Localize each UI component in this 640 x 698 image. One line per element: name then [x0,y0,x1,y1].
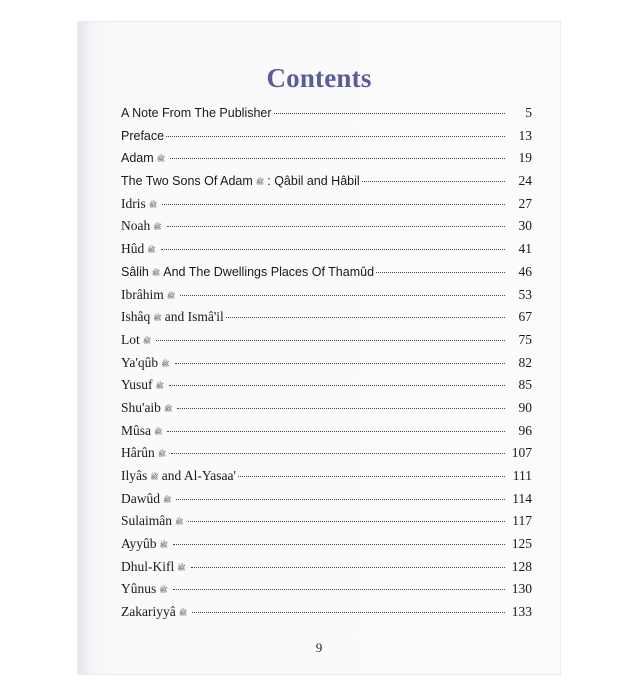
dot-leader [180,295,505,296]
honorific-glyph-icon: ﷺ [151,268,161,277]
toc-entry [121,491,532,514]
toc-entry [121,264,532,287]
toc-entry [121,581,532,604]
dot-leader [170,158,505,159]
toc-entry-name: Yûnus [121,581,157,597]
toc-entry-name: A Note From The Publisher [121,106,272,120]
dot-leader [226,317,505,318]
toc-entry-name: Zakariyyâ [121,604,176,620]
honorific-glyph-icon: ﷺ [148,200,158,209]
toc-entry-label [121,151,168,165]
honorific-glyph-icon: ﷺ [157,450,167,459]
toc-entry-page: 82 [518,354,532,370]
toc-entry-name: Dawûd [121,490,160,506]
honorific-glyph-icon: ﷺ [155,382,164,391]
toc-entry-label [121,241,159,257]
toc-entry [121,309,532,332]
toc-entry [121,196,532,219]
toc-entry-label [121,468,236,484]
toc-entry-page: 107 [511,445,532,461]
toc-entry-name: Noah [121,218,151,234]
dot-leader [169,385,505,386]
toc-entry-name: Dhul-Kifl [121,558,175,574]
dot-leader [156,340,505,341]
toc-entry-name: Hârûn [121,445,155,461]
toc-entry-label [121,309,224,325]
dot-leader [191,567,505,568]
dot-leader [238,476,505,477]
honorific-glyph-icon: ﷺ [166,291,176,300]
toc-entry-label [121,174,360,188]
toc-entry-name: Sulaimân [121,513,172,529]
toc-entry-label [121,423,165,439]
toc-entry [121,287,532,310]
toc-entry-name: Hûd [121,241,145,257]
toc-entry-page: 53 [518,286,532,302]
dot-leader [167,431,505,432]
honorific-glyph-icon: ﷺ [163,495,172,504]
dot-leader [167,226,505,227]
toc-entry-label [121,536,171,552]
toc-entry-name: Lot [121,331,140,347]
toc-entry-label [121,581,171,597]
toc-entry-suffix: And The Dwellings Places Of Thamûd [163,264,375,279]
toc-entry-page: 5 [525,105,532,120]
toc-entry-page: 19 [518,150,532,166]
toc-entry [121,400,532,423]
honorific-glyph-icon: ﷺ [163,404,173,413]
honorific-glyph-icon: ﷺ [175,518,184,527]
toc-entry-page: 27 [518,195,532,211]
toc-entry-label [121,445,169,461]
dot-leader [161,249,505,250]
toc-entry [121,604,532,627]
toc-entry-label [121,513,186,529]
honorific-glyph-icon: ﷺ [177,563,186,572]
toc-entry [121,536,532,559]
toc-entry-label [121,129,164,143]
toc-entry [121,105,532,128]
toc-entry [121,468,532,491]
toc-entry-label [121,196,160,212]
toc-entry [121,332,532,355]
toc-entry-page: 46 [518,263,532,279]
toc-entry-page: 67 [518,309,532,325]
page-title: Contents [266,63,372,93]
toc-entry-page: 111 [512,468,532,483]
toc-entry-label [121,332,154,348]
toc-entry-label [121,559,189,575]
honorific-glyph-icon: ﷺ [178,609,188,618]
dot-leader [162,204,505,205]
toc-entry-name: Ibrâhim [121,286,164,302]
toc-entry-label [121,265,374,279]
dot-leader [376,272,505,273]
toc-entry-name: Shu'aib [121,399,161,415]
toc-entry [121,241,532,264]
toc-entry-name: Adam [121,151,154,166]
toc-entry [121,218,532,241]
toc-entry [121,559,532,582]
toc-entry-label [121,400,175,416]
honorific-glyph-icon: ﷺ [159,586,168,595]
toc-entry-page: 133 [511,604,532,620]
toc-entry-name: Ayyûb [121,536,157,552]
honorific-glyph-icon: ﷺ [153,314,162,323]
dot-leader [192,612,505,613]
toc-entry-name: Ilyâs [121,468,148,483]
book-page [78,22,560,674]
toc-entry-label [121,491,174,507]
toc-entry-name: Preface [121,128,165,143]
toc-entry-page: 128 [511,558,532,574]
dot-leader [173,589,505,590]
dot-leader [173,544,505,545]
toc-entry-name: Sâlih [121,264,149,279]
toc-entry-label [121,218,165,234]
toc-entry-name: The Two Sons Of Adam [121,174,253,189]
dot-leader [188,521,505,522]
dot-leader [177,408,505,409]
honorific-glyph-icon: ﷺ [142,336,152,345]
honorific-glyph-icon: ﷺ [161,359,170,368]
toc-entry-page: 117 [512,513,532,529]
toc-entry-name: Ya'qûb [121,354,159,370]
toc-entry-page: 96 [518,422,532,438]
toc-entry [121,150,532,173]
dot-leader [166,136,505,137]
toc-entry-page: 130 [511,581,532,597]
table-of-contents [121,105,532,627]
dot-leader [175,363,505,364]
toc-entry [121,128,532,151]
toc-entry-page: 85 [518,377,532,393]
toc-entry [121,423,532,446]
honorific-glyph-icon: ﷺ [150,473,159,481]
toc-entry-page: 90 [518,399,532,415]
dot-leader [176,499,505,500]
toc-entry-label [121,355,173,371]
dot-leader [171,453,505,454]
toc-entry-label [121,604,190,620]
toc-entry-suffix: and Ismâ'il [164,309,224,325]
toc-entry-page: 24 [518,173,532,189]
toc-entry-label [121,106,272,120]
toc-entry [121,173,532,196]
toc-entry-page: 125 [511,536,532,552]
honorific-glyph-icon: ﷺ [154,427,163,436]
toc-entry-name: Ishâq [121,309,151,325]
dot-leader [362,181,505,182]
toc-entry-page: 114 [512,490,532,506]
honorific-glyph-icon: ﷺ [255,178,265,187]
toc-entry-page: 13 [518,127,532,143]
toc-entry [121,445,532,468]
toc-entry-page: 75 [518,331,532,347]
toc-entry-suffix: : Qâbil and Hâbil [267,174,360,189]
honorific-glyph-icon: ﷺ [147,246,156,255]
toc-entry [121,355,532,378]
toc-entry-label [121,377,167,393]
toc-entry-page: 41 [518,241,532,257]
honorific-glyph-icon: ﷺ [153,223,162,232]
honorific-glyph-icon: ﷺ [156,155,166,164]
toc-entry [121,513,532,536]
honorific-glyph-icon: ﷺ [159,541,168,550]
toc-entry [121,377,532,400]
toc-entry-name: Yusuf [121,377,153,393]
toc-entry-name: Mûsa [121,422,151,438]
toc-entry-label [121,287,178,303]
page-number: 9 [315,640,323,655]
dot-leader [274,113,505,114]
toc-entry-name: Idris [121,195,146,211]
toc-entry-suffix: and Al-Yasaa' [161,468,236,483]
toc-entry-page: 30 [518,218,532,234]
